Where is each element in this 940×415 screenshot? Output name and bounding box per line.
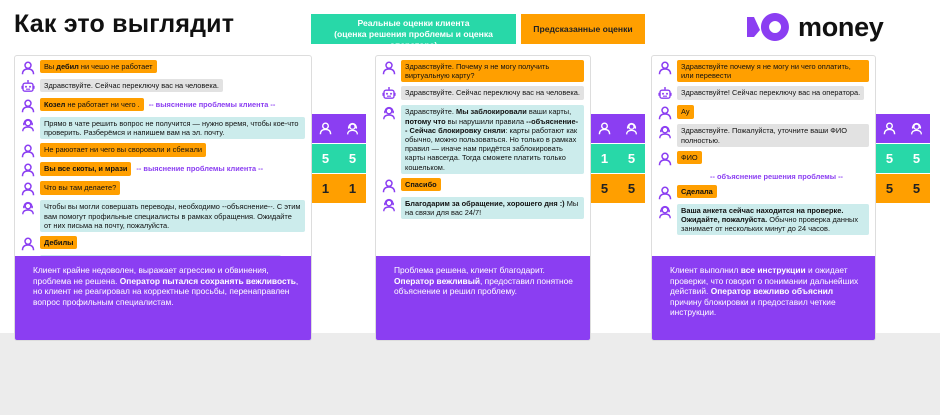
- problem-resolution-score: 5: [885, 151, 894, 166]
- chat-message: [21, 79, 305, 94]
- bot-avatar-icon: [382, 87, 396, 101]
- user-message-bubble: [40, 162, 131, 175]
- score-header-row: [876, 114, 930, 143]
- client-icon: [312, 114, 339, 143]
- chat-summary: [652, 256, 875, 340]
- chat-message: [658, 124, 869, 146]
- chat-message: [21, 181, 305, 196]
- chat-summary: [376, 256, 590, 340]
- operator-avatar-icon: [658, 205, 672, 219]
- problem-resolution-score: 5: [885, 181, 894, 196]
- chat-message: [658, 60, 869, 82]
- message-text: Не раюотает ни чего вы своровали и сбежали: [44, 145, 203, 155]
- message-text: Здравствуйте! Сейчас переключу вас на оператора.: [681, 88, 861, 98]
- operator-avatar-icon: [382, 198, 396, 212]
- user-avatar-icon: [658, 61, 672, 75]
- chat-message: [658, 204, 869, 236]
- scores-panel-2: [591, 114, 645, 202]
- user-avatar-icon: [21, 144, 35, 158]
- scores-panel-3: [876, 114, 930, 202]
- message-text: ФИО: [681, 152, 698, 162]
- chat-message: [21, 162, 305, 177]
- user-message-bubble: [401, 60, 584, 82]
- predicted-score-row: [312, 174, 366, 203]
- message-text: причину блокировки и предоставил четкие инструкции.: [670, 296, 836, 318]
- user-message-bubble: [677, 60, 869, 82]
- operator-avatar-icon: [658, 125, 672, 139]
- operator-score: 1: [348, 181, 357, 196]
- chat-message: [658, 105, 869, 120]
- score-header-row: [312, 114, 366, 143]
- operator-score: 5: [627, 151, 636, 166]
- message-text: Ау: [681, 107, 690, 117]
- message-text: Здравствуйте.: [405, 107, 457, 117]
- message-text: ваши карты,: [526, 107, 572, 117]
- bot-avatar-icon: [21, 80, 35, 94]
- user-avatar-icon: [21, 182, 35, 196]
- message-bold-text: Ваша анкета сейчас находится на проверке. Ожидайте, пожалуйста.: [681, 205, 844, 225]
- chat-message: [382, 60, 584, 82]
- user-avatar-icon: [382, 179, 396, 193]
- user-avatar-icon: [21, 61, 35, 75]
- legend-predicted-scores: Предсказанные оценки: [521, 14, 645, 44]
- operator-avatar-icon: [382, 106, 396, 120]
- chat-message: [658, 151, 869, 166]
- bot-message-bubble: [40, 79, 223, 92]
- annotation-tag: -- выяснение проблемы клиента --: [148, 100, 276, 109]
- user-avatar-icon: [21, 163, 35, 177]
- operator-score: 5: [627, 181, 636, 196]
- user-avatar-icon: [21, 237, 35, 251]
- message-text: Мы на связи для вас 24/7!: [405, 198, 579, 218]
- user-avatar-icon: [658, 186, 672, 200]
- real-score-row: [591, 144, 645, 173]
- message-text: вы нарушили правила: [445, 116, 527, 126]
- scores-panel-1: [312, 114, 366, 202]
- operator-score: 5: [348, 151, 357, 166]
- user-message-bubble: [40, 98, 144, 111]
- chat-card-3: [651, 55, 876, 341]
- chat-message: [658, 185, 869, 200]
- legend-real-line1: Реальные оценки клиента: [357, 18, 470, 28]
- message-bold-text: Козел: [44, 100, 66, 109]
- bottom-background-band: [0, 333, 940, 415]
- user-message-bubble: [40, 60, 157, 73]
- real-score-row: [876, 144, 930, 173]
- operator-score: 5: [912, 151, 921, 166]
- operator-score: 5: [912, 181, 921, 196]
- operator-message-bubble: [40, 117, 305, 139]
- message-text: , предоставил понятное объяснение и решил проблему.: [394, 275, 573, 297]
- predicted-score-row: [876, 174, 930, 203]
- operator-message-bubble: [401, 105, 584, 173]
- message-bold-text: Вы все скоты, и мрази: [44, 164, 128, 174]
- client-icon: [876, 114, 903, 143]
- message-text: Прямо в чате решить вопрос не получится — нужно время, чтобы кое-что проверить. Разберёмся и напишем вам на эл. почту.: [44, 119, 299, 138]
- chat-message: [21, 200, 305, 232]
- user-avatar-icon: [382, 61, 396, 75]
- legend-real-line2: (оценка решения проблемы и оценка оператора): [334, 29, 493, 50]
- user-avatar-icon: [658, 106, 672, 120]
- problem-resolution-score: 5: [600, 181, 609, 196]
- message-bold-text: Оператор вежливый: [394, 275, 480, 286]
- message-text: не работает ни чего .: [65, 100, 140, 109]
- message-text: Здравствуйте. Пожалуйста, уточните ваши ФИО полностью.: [681, 126, 847, 145]
- message-text: Что вы там делаете?: [44, 183, 117, 193]
- operator-avatar-icon: [21, 201, 35, 215]
- operator-icon: [339, 114, 366, 143]
- message-bold-text: дебил: [56, 62, 79, 71]
- message-bold-text: Сейчас блокировку сняли: [409, 125, 506, 135]
- chat-message: [21, 98, 305, 113]
- chat-message: [21, 236, 305, 251]
- message-text: Здравствуйте почему я не могу ни чего оплатить, или перевести: [681, 62, 851, 81]
- chat-message: [21, 60, 305, 75]
- message-bold-text: Оператор вежливо объяснил: [710, 286, 834, 297]
- chat-message: [658, 170, 869, 181]
- chat-transcript: [652, 56, 875, 256]
- annotation-tag: -- объяснение решения проблемы --: [710, 171, 844, 181]
- chat-transcript: [376, 56, 590, 256]
- message-bold-text: Оператор пытался сохранять вежливость: [119, 275, 296, 286]
- chat-message: [658, 86, 869, 101]
- bot-message-bubble: [401, 86, 584, 99]
- operator-message-bubble: [401, 197, 584, 219]
- user-avatar-icon: [658, 152, 672, 166]
- chat-message: [21, 117, 305, 139]
- user-message-bubble: [677, 105, 694, 118]
- yoomoney-logo-icon: [744, 12, 792, 42]
- chat-transcript: [15, 56, 311, 256]
- operator-avatar-icon: [21, 118, 35, 132]
- operator-icon: [618, 114, 645, 143]
- message-bold-text: Благодарим за обращение, хорошего дня :): [405, 198, 565, 208]
- message-text: Здравствуйте. Почему я не могу получить виртуальную карту?: [405, 62, 550, 81]
- operator-message-bubble: [677, 204, 869, 236]
- problem-resolution-score: 5: [321, 151, 330, 166]
- bot-message-bubble: [677, 86, 864, 99]
- problem-resolution-score: 1: [321, 181, 330, 196]
- client-icon: [591, 114, 618, 143]
- user-message-bubble: [677, 185, 717, 198]
- message-bold-text: --объяснение--: [405, 116, 579, 135]
- chat-message: [382, 197, 584, 219]
- brand-name: money: [798, 12, 884, 42]
- message-text: Обычно проверка данных занимает от нескольких минут до 24 часов.: [681, 215, 859, 234]
- page-title: Как это выглядит: [14, 10, 235, 38]
- message-text: Чтобы вы могли совершать переводы, необходимо --объяснение--. С этим вам помогут профильные специалисты в рамках обращения. Ожидайте от них письма на почту, пожалуйста.: [44, 202, 301, 230]
- message-text: Проблема решена, клиент благодарит.: [394, 265, 545, 275]
- message-text: ни чешо не работает: [78, 62, 153, 71]
- message-text: : карты работают как обычно, можно пользоваться. Но только в рамках правил — иначе нам придётся заблокировать карты навсегда. Тогда сможете платить только кошельком.: [405, 125, 578, 172]
- message-text: и ожидает проверки, что говорит о понимании дальнейших действий.: [670, 265, 859, 297]
- chat-message: [382, 105, 584, 173]
- chat-message: [382, 86, 584, 101]
- user-message-bubble: [40, 143, 206, 156]
- user-message-bubble: [40, 181, 120, 194]
- operator-icon: [903, 114, 930, 143]
- message-text: Здравствуйте. Сейчас переключу вас на человека.: [405, 88, 580, 98]
- bot-avatar-icon: [658, 87, 672, 101]
- legend-real-scores: [311, 14, 516, 50]
- message-bold-text: Сделала: [681, 186, 713, 196]
- real-score-row: [312, 144, 366, 173]
- chat-summary: [15, 256, 311, 340]
- user-message-bubble: [401, 178, 441, 191]
- message-bold-text: Спасибо: [405, 179, 437, 189]
- score-header-row: [591, 114, 645, 143]
- chat-card-2: [375, 55, 591, 341]
- message-bold-text: потому что: [405, 116, 446, 126]
- message-text: Клиент выполнил: [670, 265, 741, 275]
- chat-card-1: [14, 55, 312, 341]
- user-message-bubble: [40, 236, 77, 249]
- chat-message: [382, 178, 584, 193]
- chat-message: [21, 143, 305, 158]
- user-avatar-icon: [21, 99, 35, 113]
- problem-resolution-score: 1: [600, 151, 609, 166]
- message-text: , но клиент не реагировал на корректные просьбы, перенаправлен вопрос профильным специалистам.: [33, 275, 299, 307]
- message-bold-text: Дебилы: [44, 238, 74, 248]
- message-bold-text: все инструкции: [740, 265, 806, 275]
- message-text: Клиент крайне недоволен, выражает агрессию и обвинения, проблема не решена.: [33, 265, 269, 286]
- operator-message-bubble: [677, 124, 869, 146]
- operator-message-bubble: [40, 200, 305, 232]
- message-bold-text: Мы заблокировали: [456, 107, 527, 117]
- message-text: Здравствуйте. Сейчас переключу вас на человека.: [44, 81, 219, 90]
- annotation-tag: -- выяснение проблемы клиента --: [136, 164, 264, 174]
- message-text: Вы: [44, 62, 57, 71]
- brand-logo: [744, 12, 884, 42]
- predicted-score-row: [591, 174, 645, 203]
- user-message-bubble: [677, 151, 702, 164]
